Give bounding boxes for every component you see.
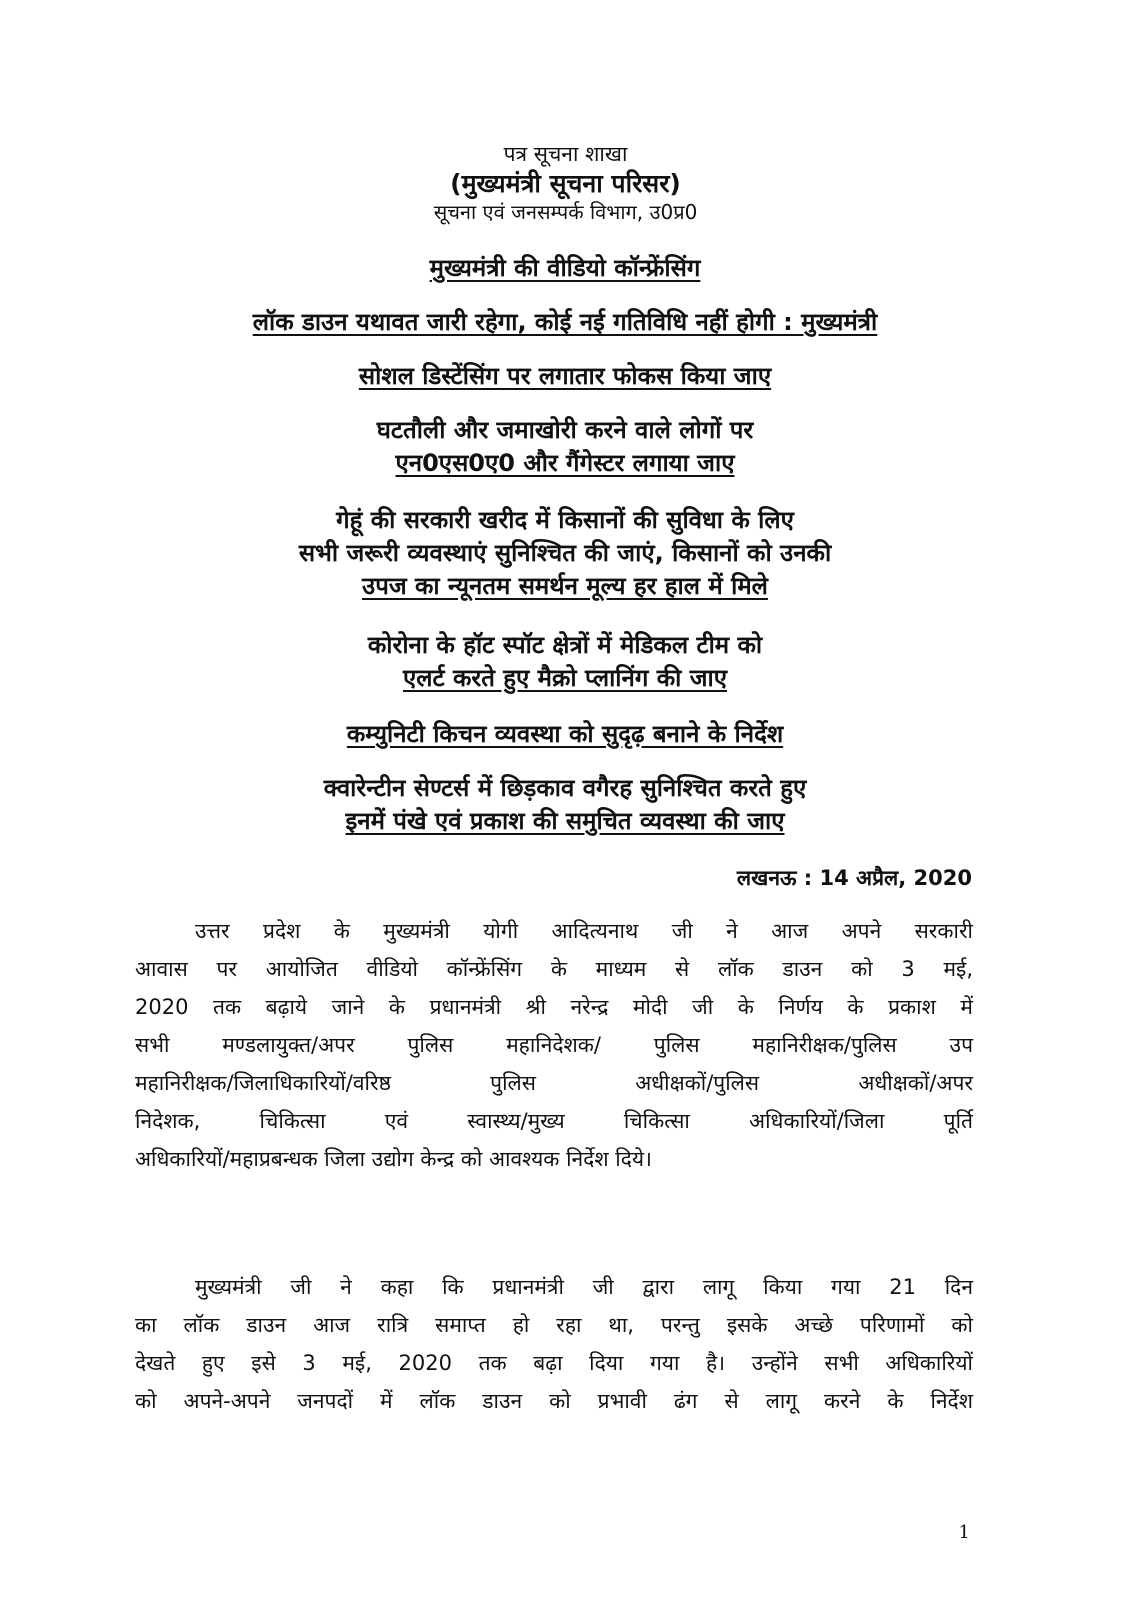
paragraph-line: का लॉक डाउन आज रात्रि समाप्त हो रहा था, परन्तु इसके अच्छे परिणामों को [135,1313,973,1337]
headline-line: एलर्ट करते हुए मैक्रो प्लानिंग की जाए [402,664,728,692]
paragraph-line: देखते हुए इसे 3 मई, 2020 तक बढ़ा दिया गया है। उन्होंने सभी अधिकारियों [135,1351,973,1375]
headline-4 [120,414,1010,480]
paragraph-line: सभी मण्डलायुक्त/अपर पुलिस महानिदेशक/ पुलिस महानिरीक्षक/पुलिस उप [135,1033,973,1057]
headline-line: उपज का न्यूनतम समर्थन मूल्य हर हाल में मिले [362,572,768,600]
paragraph-line: उत्तर प्रदेश के मुख्यमंत्री योगी आदित्यनाथ जी ने आज अपने सरकारी [195,919,973,943]
paragraph-line: 2020 तक बढ़ाये जाने के प्रधानमंत्री श्री नरेन्द्र मोदी जी के निर्णय के प्रकाश में [135,995,973,1019]
headline-8 [120,772,1010,838]
headline-line: मुख्यमंत्री की वीडियो कॉन्फ्रेंसिंग [429,254,701,282]
dateline: लखनऊ : 14 अप्रैल, 2020 [736,866,972,890]
headline-line: सोशल डिस्टेंसिंग पर लगातार फोकस किया जाए [358,362,772,390]
page-number: 1 [958,1522,970,1543]
headline-line: सभी जरूरी व्यवस्थाएं सुनिश्चित की जाएं, किसानों को उनकी [298,539,832,567]
headline-line: कोरोना के हॉट स्पॉट क्षेत्रों में मेडिकल टीम को [367,631,763,659]
headline-line: कम्युनिटी किचन व्यवस्था को सुदृढ़ बनाने के निर्देश [346,720,784,748]
headline-line: लॉक डाउन यथावत जारी रहेगा, कोई नई गतिविधि नहीं होगी : मुख्यमंत्री [252,308,878,336]
masthead-department: पत्र सूचना शाखा [503,142,628,166]
paragraph-line: मुख्यमंत्री जी ने कहा कि प्रधानमंत्री जी द्वारा लागू किया गया 21 दिन [195,1275,973,1299]
headline-7 [120,718,1010,751]
headline-line: क्वारेन्टीन सेण्टर्स में छिड़काव वगैरह सुनिश्चित करते हुए [323,774,807,802]
headline-2 [120,306,1010,339]
paragraph-line: अधिकारियों/महाप्रबन्धक जिला उद्योग केन्द्र को आवश्यक निर्देश दिये। [135,1147,653,1171]
headline-line: घटतौली और जमाखोरी करने वाले लोगों पर [376,416,754,444]
paragraph-line: महानिरीक्षक/जिलाधिकारियों/वरिष्ठ पुलिस अधीक्षकों/पुलिस अधीक्षकों/अपर [135,1071,973,1095]
paragraph-line: निदेशक, चिकित्सा एवं स्वास्थ्य/मुख्य चिकित्सा अधिकारियों/जिला पूर्ति [135,1109,973,1133]
headline-line: गेहूं की सरकारी खरीद में किसानों की सुविधा के लिए [336,506,794,534]
headline-line: इनमें पंखे एवं प्रकाश की समुचित व्यवस्था की जाए [345,807,785,835]
headline-line: एन0एस0ए0 और गैंगेस्टर लगाया जाए [395,449,735,477]
headline-6 [120,629,1010,695]
body-paragraph-2 [135,1268,973,1420]
headline-5 [120,504,1010,603]
paragraph-line: आवास पर आयोजित वीडियो कॉन्फ्रेंसिंग के माध्यम से लॉक डाउन को 3 मई, [135,957,973,981]
masthead-ministry: सूचना एवं जनसम्पर्क विभाग, उ0प्र0 [433,200,698,224]
masthead-office: (मुख्यमंत्री सूचना परिसर) [450,169,681,198]
headline-3 [120,360,1010,393]
body-paragraph-1 [135,912,973,1178]
paragraph-line: को अपने-अपने जनपदों में लॉक डाउन को प्रभावी ढंग से लागू करने के निर्देश [135,1389,973,1413]
headline-1 [120,252,1010,285]
